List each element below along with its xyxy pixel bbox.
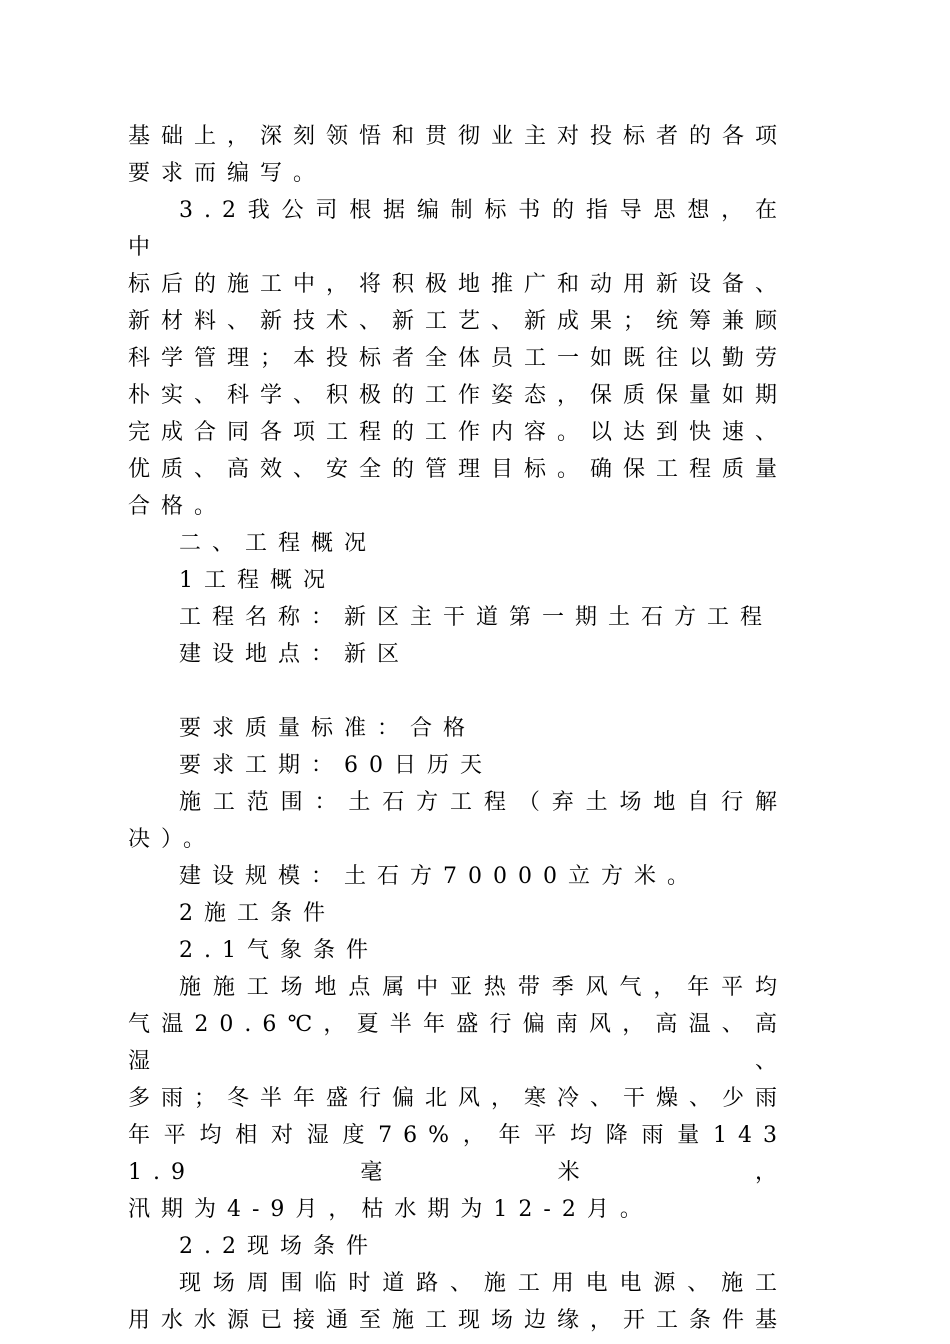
paragraph-line: 施施工场地点属中亚热带季风气，年平均	[179, 975, 788, 1000]
duration-line: 要求工期：60日历天	[179, 753, 493, 778]
document-body	[128, 118, 788, 1339]
subsection-title: 2.2现场条件	[179, 1234, 379, 1259]
paragraph-line: 朴实、科学、积极的工作姿态，保质保量如期	[128, 383, 789, 408]
subsection-title: 2.1气象条件	[179, 938, 379, 963]
scale-line: 建设规模：土石方70000立方米。	[179, 864, 700, 889]
project-name-line: 工程名称：新区主干道第一期土石方工程	[179, 605, 774, 630]
paragraph-line: 科学管理；本投标者全体员工一如既往以勤劳	[128, 346, 789, 371]
paragraph-line: 用水水源已接通至施工现场边缘，开工条件基	[128, 1308, 789, 1333]
section-title: 二、工程概况	[179, 531, 378, 556]
paragraph-line: 新材料、新技术、新工艺、新成果；统筹兼顾	[128, 309, 789, 334]
paragraph-line: 标后的施工中，将积极地推广和动用新设备、	[128, 272, 789, 297]
paragraph-line: 合格。	[128, 494, 228, 519]
paragraph-line: 汛期为4-9月，枯水期为12-2月。	[128, 1197, 653, 1222]
scope-line: 决）。	[128, 827, 217, 852]
subsection-title: 2施工条件	[179, 901, 336, 926]
paragraph-line: 要求而编写。	[128, 161, 327, 186]
paragraph-line: 年平均相对湿度76%，年平均降雨量1431.9毫米，	[128, 1123, 788, 1185]
paragraph-line: 3.2我公司根据编制标书的指导思想，在中	[128, 198, 788, 260]
quality-line: 要求质量标准：合格	[179, 716, 477, 741]
paragraph-line: 现场周围临时道路、施工用电电源、施工	[179, 1271, 788, 1296]
paragraph-line: 优质、高效、安全的管理目标。确保工程质量	[128, 457, 789, 482]
location-line: 建设地点：新区	[179, 642, 411, 667]
paragraph-line: 气温20.6℃，夏半年盛行偏南风，高温、高湿、	[128, 1012, 788, 1074]
scope-line: 施工范围：土石方工程（弃土场地自行解	[179, 790, 788, 815]
subsection-title: 1工程概况	[179, 568, 336, 593]
paragraph-line: 基础上，深刻领悟和贯彻业主对投标者的各项	[128, 124, 789, 149]
paragraph-line: 完成合同各项工程的工作内容。以达到快速、	[128, 420, 789, 445]
blank-line	[128, 673, 788, 710]
paragraph-line: 多雨；冬半年盛行偏北风，寒冷、干燥、少雨	[128, 1086, 789, 1111]
